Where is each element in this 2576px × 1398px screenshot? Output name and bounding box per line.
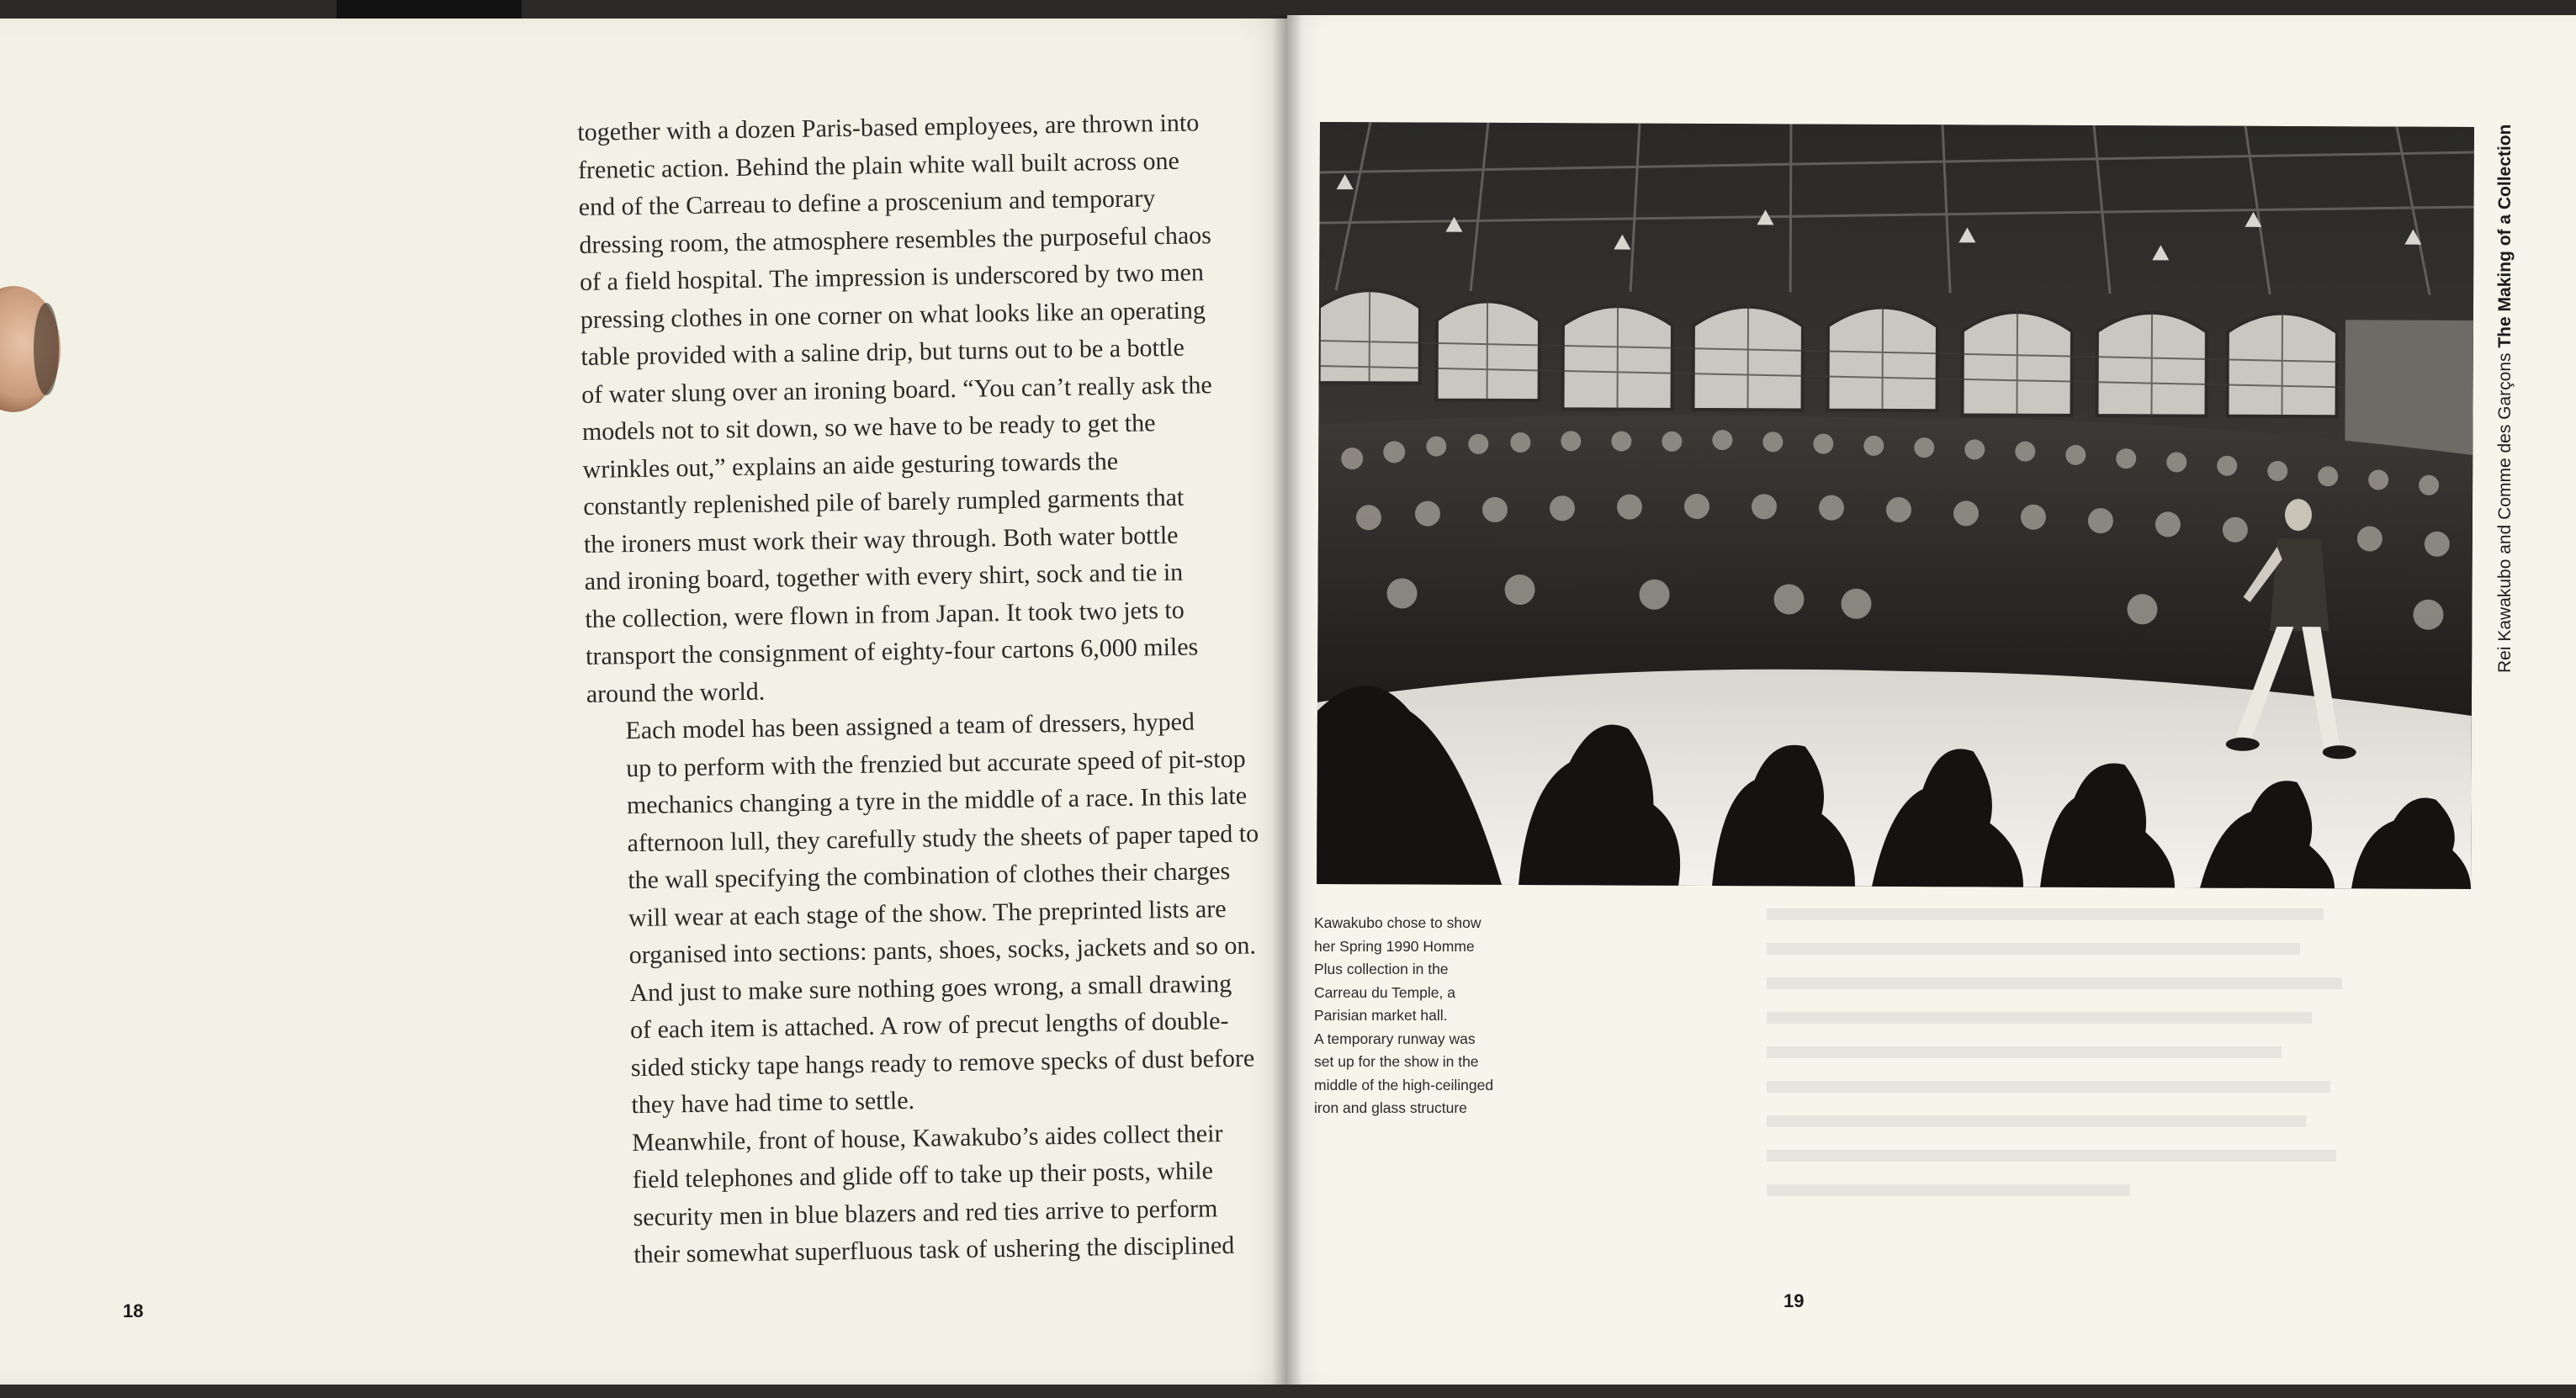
text-line: table provided with a saline drip, but turns out to be a bottle xyxy=(580,333,1185,371)
photo-illustration xyxy=(1317,122,2474,889)
running-head xyxy=(2495,124,2515,673)
caption-line: her Spring 1990 Homme xyxy=(1314,937,1475,955)
photo-caption xyxy=(1314,912,1558,1120)
body-paragraph xyxy=(577,103,1285,713)
text-line: the collection, were flown in from Japan. It took two jets to xyxy=(585,596,1185,633)
text-line: afternoon lull, they carefully study the sheets of paper taped to xyxy=(627,818,1259,857)
text-line: of each item is attached. A row of precut lengths of double- xyxy=(629,1006,1229,1045)
text-line: transport the consignment of eighty-four cartons 6,000 miles xyxy=(585,633,1199,670)
page-number-left: 18 xyxy=(123,1300,144,1321)
running-head-chapter: The Making of a Collection xyxy=(2495,124,2515,348)
body-paragraph xyxy=(593,1114,1294,1274)
caption-line: Kawakubo chose to show xyxy=(1314,914,1481,931)
text-line: Each model has been assigned a team of dressers, hyped xyxy=(625,707,1195,745)
text-line: of a field hospital. The impression is underscored by two men xyxy=(579,258,1205,296)
text-line: organised into sections: pants, shoes, socks, jackets and so on. xyxy=(628,931,1257,970)
caption-line: middle of the high-ceilinged xyxy=(1314,1076,1494,1094)
text-line: they have had time to settle. xyxy=(631,1086,915,1120)
text-line: pressing clothes in one corner on what looks like an operating xyxy=(580,295,1206,334)
text-line: field telephones and glide off to take up their posts, while xyxy=(632,1157,1214,1194)
caption-line: Carreau du Temple, a xyxy=(1314,983,1455,1001)
show-through-text xyxy=(1767,908,2372,1262)
page-number-right: 19 xyxy=(1784,1290,1805,1311)
text-line: Meanwhile, front of house, Kawakubo’s aides collect their xyxy=(631,1119,1223,1157)
caption-line: A temporary runway was xyxy=(1314,1030,1476,1047)
text-line: frenetic action. Behind the plain white wall built across one xyxy=(577,146,1180,184)
text-line: mechanics changing a tyre in the middle of a race. In this late xyxy=(626,781,1248,820)
text-line: their somewhat superfluous task of ushering the disciplined xyxy=(633,1231,1235,1269)
text-line: of water slung over an ironing board. “You can’t really ask the xyxy=(580,370,1212,409)
text-line: constantly replenished pile of barely rumpled garments that xyxy=(583,483,1185,521)
text-line: dressing room, the atmosphere resembles the purposeful chaos xyxy=(579,220,1212,259)
text-line: sided sticky tape hangs ready to remove specks of dust before xyxy=(630,1043,1255,1082)
text-line: And just to make sure nothing goes wrong, a small drawing xyxy=(629,969,1232,1007)
text-line: up to perform with the frenzied but accurate speed of pit-stop xyxy=(625,744,1246,782)
thumb-shadow xyxy=(34,303,59,395)
text-line: models not to sit down, so we have to be ready to get the xyxy=(581,409,1156,446)
text-line: will wear at each stage of the show. The preprinted lists are xyxy=(628,894,1227,932)
caption-line: Parisian market hall. xyxy=(1314,1007,1448,1024)
caption-line: Plus collection in the xyxy=(1314,961,1449,977)
text-line: wrinkles out,” explains an aide gesturing towards the xyxy=(582,447,1119,484)
text-line: around the world. xyxy=(586,677,766,708)
runway-show-photo xyxy=(1317,122,2474,889)
caption-line: set up for the show in the xyxy=(1314,1053,1479,1070)
text-line: security men in blue blazers and red ties arrive to perform xyxy=(633,1194,1218,1231)
text-line: together with a dozen Paris-based employees, are thrown into xyxy=(577,109,1200,146)
scanner-edge-bottom xyxy=(0,1385,2576,1398)
text-line: and ironing board, together with every shirt, sock and tie in xyxy=(584,558,1184,596)
running-head-author: Rei Kawakubo and Comme des Garçons xyxy=(2495,347,2515,673)
body-paragraph xyxy=(586,702,1291,1125)
text-line: the wall specifying the combination of clothes their charges xyxy=(628,856,1231,895)
text-line: end of the Carreau to define a proscenium and temporary xyxy=(578,184,1156,221)
caption-line: iron and glass structure xyxy=(1314,1099,1467,1116)
body-text xyxy=(577,103,1294,1274)
text-line: the ironers must work their way through. Both water bottle xyxy=(583,521,1179,559)
